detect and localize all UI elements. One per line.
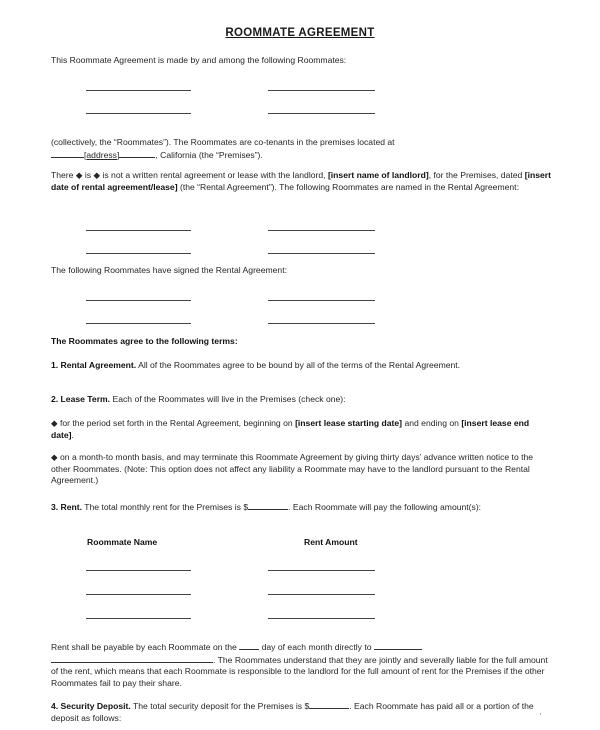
option-1-period: . <box>71 429 74 440</box>
lease-option-fixed <box>51 418 551 441</box>
term-1-text: All of the Roommates agree to be bound by all of the terms of the Rental Agreement. <box>138 360 461 370</box>
checkbox-diamond-icon[interactable]: ◆ <box>75 170 83 180</box>
term-4-paragraph <box>51 700 551 724</box>
collectively-suffix: , California (the “Premises”). <box>155 149 263 160</box>
term-1-label: 1. Rental Agreement. <box>51 360 137 370</box>
address-blank-left[interactable] <box>51 149 84 158</box>
payable-paragraph <box>51 641 551 689</box>
term-2-paragraph <box>51 394 551 406</box>
lease-end-placeholder: [insert lease end date] <box>51 418 530 440</box>
term-3-paragraph <box>51 501 551 514</box>
roommate-line[interactable] <box>268 113 375 114</box>
signed-roommate-line[interactable] <box>86 323 191 324</box>
rent-amount-line[interactable] <box>268 594 375 595</box>
signed-paragraph: The following Roommates have signed the Rental Agreement: <box>51 265 287 275</box>
total-rent-blank[interactable] <box>248 501 288 510</box>
checkbox-diamond-icon[interactable]: ◆ <box>51 452 58 462</box>
signed-roommate-line[interactable] <box>268 323 375 324</box>
payee-blank[interactable] <box>374 641 422 650</box>
term-2-text: Each of the Roommates will live in the Premises (check one): <box>112 394 346 404</box>
lease-start-placeholder: [insert lease starting date] <box>295 418 403 428</box>
there-text: There <box>51 170 74 180</box>
term-1-paragraph <box>51 360 551 372</box>
document-title: ROOMMATE AGREEMENT <box>225 27 375 39</box>
address-blank-right[interactable] <box>119 149 155 158</box>
there-paragraph <box>51 170 551 193</box>
term-4-label: 4. Security Deposit. <box>51 701 131 711</box>
landlord-placeholder: [insert name of landlord] <box>327 170 429 180</box>
payable-text-3: . The Roommates understand that they are jointly and severally liable for the full amount of the rent, which means that each Roommate is responsible to the landlord for the full amount of rent for the Premises if the other Roommates fail to pay their share. <box>51 654 548 688</box>
roommate-line[interactable] <box>86 90 191 91</box>
intro-paragraph: This Roommate Agreement is made by and among the following Roommates: <box>51 55 347 65</box>
payable-text-2: day of each month directly to <box>261 642 372 652</box>
named-roommate-line[interactable] <box>268 253 375 254</box>
checkbox-diamond-icon[interactable]: ◆ <box>93 170 101 180</box>
address-placeholder: [address] <box>84 149 120 160</box>
payee-blank-continued[interactable] <box>51 654 213 663</box>
roommate-name-header: Roommate Name <box>87 537 158 547</box>
signed-roommate-line[interactable] <box>86 300 191 301</box>
option-2-text: on a month-to month basis, and may terminate this Roommate Agreement by giving thirty days’ advance written notice to the other Roommates. (Note: This option does not affect any liability a Roommate may have to the landlord pursuant to the Rental Agreement.) <box>51 452 534 485</box>
there-is-text: is <box>84 170 92 180</box>
security-deposit-blank[interactable] <box>309 700 349 709</box>
terms-heading: The Roommates agree to the following terms: <box>51 336 238 346</box>
payment-day-blank[interactable] <box>239 641 259 650</box>
term-4-text-continued: . Each Roommate has paid all or a portion of the deposit as follows: <box>51 701 534 723</box>
collectively-text: (collectively, the “Roommates”). The Roommates are co-tenants in the premises located at <box>51 137 395 147</box>
term-3-text: The total monthly rent for the Premises is $ <box>84 502 249 512</box>
term-2-label: 2. Lease Term. <box>51 394 111 404</box>
checkbox-diamond-icon[interactable]: ◆ <box>51 418 58 428</box>
lease-option-monthly <box>51 452 551 487</box>
signed-roommate-line[interactable] <box>268 300 375 301</box>
there-is-not-text: is not a written rental agreement or lease with the landlord, <box>102 170 326 180</box>
rent-name-line[interactable] <box>86 570 191 571</box>
rental-date-placeholder: [insert date of rental agreement/lease] <box>51 170 551 192</box>
option-1-ending-text: and ending on <box>404 418 459 428</box>
roommate-line[interactable] <box>86 113 191 114</box>
there-dated-text: , for the Premises, dated <box>428 170 523 180</box>
rent-amount-header: Rent Amount <box>304 537 358 547</box>
option-1-text: for the period set forth in the Rental Agreement, beginning on <box>60 418 293 428</box>
term-3-label: 3. Rent. <box>51 502 83 512</box>
term-4-text: The total security deposit for the Premises is $ <box>133 701 310 711</box>
named-roommate-line[interactable] <box>86 230 191 231</box>
rent-name-line[interactable] <box>86 618 191 619</box>
rent-name-line[interactable] <box>86 594 191 595</box>
page-mark: ′ <box>539 713 541 720</box>
named-roommate-line[interactable] <box>268 230 375 231</box>
rent-amount-line[interactable] <box>268 570 375 571</box>
named-roommate-line[interactable] <box>86 253 191 254</box>
there-named-text: (the “Rental Agreement”). The following Roommates are named in the Rental Agreement: <box>179 181 519 192</box>
rent-amount-line[interactable] <box>268 618 375 619</box>
collectively-paragraph <box>51 137 551 161</box>
roommate-line[interactable] <box>268 90 375 91</box>
payable-text: Rent shall be payable by each Roommate on the <box>51 642 237 652</box>
term-3-text-continued: . Each Roommate will pay the following amount(s): <box>288 502 482 512</box>
